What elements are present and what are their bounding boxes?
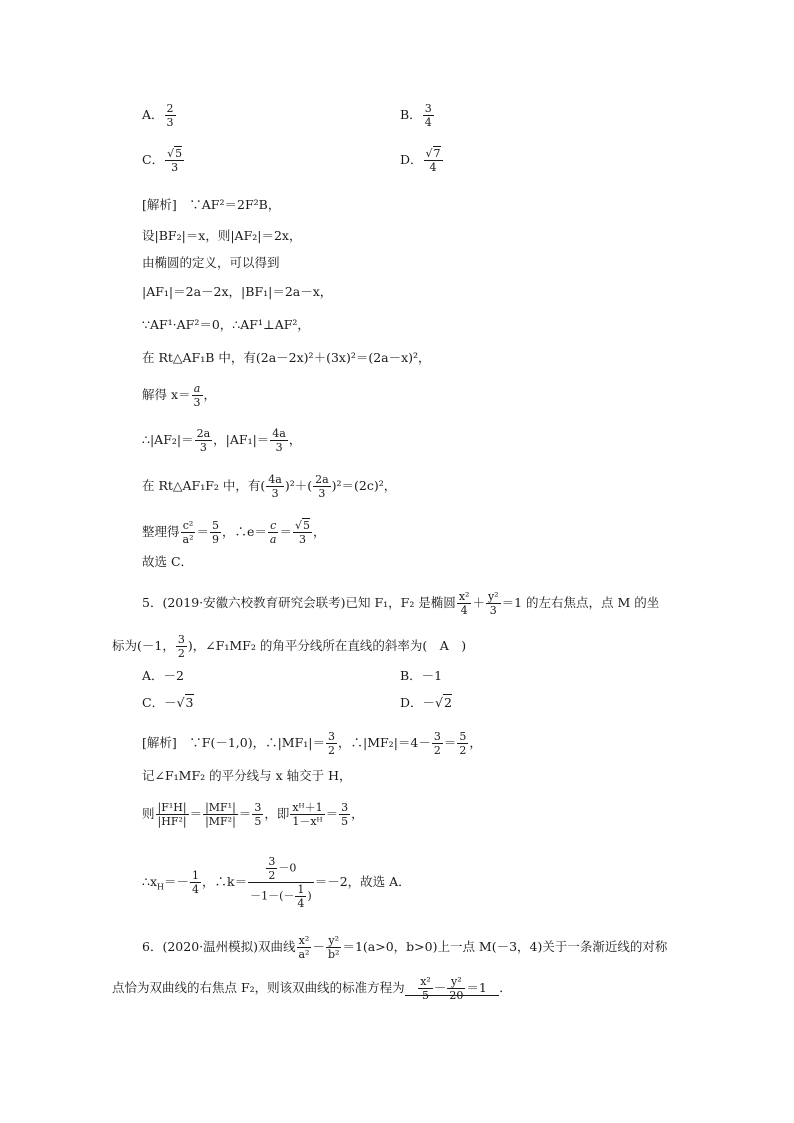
q6-answer: $\frac{\text{x²}}{5}$ － $\frac{\text{y²}}{20}$ ＝1 (405, 980, 500, 996)
option-d: D． $\frac{√7}{4}$ (400, 147, 441, 174)
q5-stem-line-2: 标为(－1， $\frac{3}{2}$ )，∠F₁MF₂ 的角平分线所在直线的斜率为( A ) (112, 633, 467, 660)
q5-option-c: C．－√3 (142, 695, 194, 710)
q6-line-1: 6．(2020·温州模拟)双曲线 $\frac{\text{x²}}{\text{a²}}$ － $\frac{\text{y²}}{\text{b²}}$ ＝1(a>0，b>0)上一点 M(－3，4)关于一条渐近线的对称 (142, 934, 668, 961)
sol4-line-11: 故选 C． (142, 554, 194, 569)
sol5-line-4: $\therefore x_H=-$ $\frac{1}{4}$ ，∴k＝ $\frac{3}{2}$ －0 －1－(－ $\frac{1}{4}$ ) ＝－2，故选 A． (142, 855, 411, 910)
q5-option-b: B．－1 (400, 668, 443, 683)
option-b: B． $\frac{3}{4}$ (400, 102, 432, 129)
sol4-line-10: 整理得 $\frac{\text{c²}}{\text{a²}}$ ＝ $\frac{5}{9}$ ，∴e＝ $\frac{c}{a}$ ＝ $\frac{√5}{3}$ ， (142, 519, 326, 546)
sol4-line-6: 在 Rt△AF₁B 中，有(2a－2x)²＋(3x)²＝(2a－x)²， (142, 350, 431, 365)
sol4-line-8: ∴|AF₂|＝ $\frac{2a}{3}$ ，|AF₁|＝ $\frac{4a}{3}$ ， (142, 427, 302, 454)
sol5-line-2: 记∠F₁MF₂ 的平分线与 x 轴交于 H， (142, 768, 352, 783)
option-a: A． $\frac{2}{3}$ (142, 102, 174, 129)
sol4-line-3: 由椭圆的定义，可以得到 (142, 255, 280, 270)
sol4-line-1: [解析] ∵AF²＝2F²B， (142, 197, 281, 212)
q5-stem-line-1: 5．(2019·安徽六校教育研究会联考)已知 F₁，F₂ 是椭圆 $\frac{\text{x²}}{4}$ ＋ $\frac{\text{y²}}{3}$ ＝1 的左右焦点，点 M 的坐 (142, 590, 660, 617)
sol4-line-9: 在 Rt△AF₁F₂ 中，有( $\frac{4a}{3}$ )²＋( $\frac{2a}{3}$ )²＝(2c)²， (142, 473, 397, 500)
sol4-line-7: 解得 x＝ $\frac{a}{3}$ ， (142, 382, 217, 409)
sol4-line-4: |AF₁|＝2a－2x，|BF₁|＝2a－x， (142, 284, 333, 299)
sol5-line-3: 则 $\frac{\text{|F¹H|}}{\text{|HF²|}}$ ＝ $\frac{\text{|MF¹|}}{\text{|MF²|}}$ ＝ $\frac{3}{5}$ ，即 $\frac{\text{xᴴ＋1}}{\text{1－xᴴ}}$ ＝ $\frac{3}{5}$ ， (142, 801, 364, 828)
q5-option-a: A．－2 (142, 668, 184, 683)
option-c: C． $\frac{√5}{3}$ (142, 147, 183, 174)
q6-line-2: 点恰为双曲线的右焦点 F₂，则该双曲线的标准方程为 $\frac{\text{x²}}{5}$ － $\frac{\text{y²}}{20}$ ＝1 ． (112, 975, 512, 1002)
q5-option-d: D．－√2 (400, 695, 452, 710)
sol4-line-2: 设|BF₂|＝x，则|AF₂|＝2x， (142, 228, 302, 243)
sol5-line-1: [解析] ∵F(－1,0)，∴|MF₁|＝ $\frac{3}{2}$ ，∴|MF₂|＝4－ $\frac{3}{2}$ ＝ $\frac{5}{2}$ ， (142, 730, 482, 757)
sol4-line-5: ∵AF¹·AF²＝0，∴AF¹⊥AF²， (142, 317, 310, 332)
